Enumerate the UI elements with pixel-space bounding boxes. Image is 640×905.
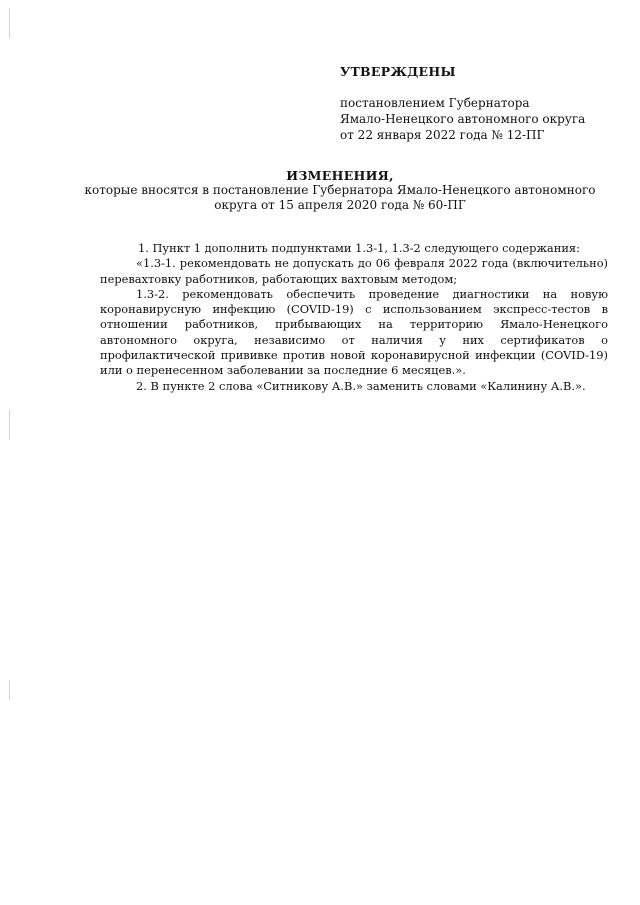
scan-margin-mark [9,680,10,700]
heading-subtitle-line: которые вносятся в постановление Губернатора Ямало-Ненецкого автономного [84,183,596,197]
document-heading [60,168,620,213]
approval-block [340,64,585,143]
paragraph: 2. В пункте 2 слова «Ситникову А.В.» заменить словами «Калинину А.В.». [136,378,586,393]
heading-title: ИЗМЕНЕНИЯ, [286,168,394,183]
paragraph: 1. Пункт 1 дополнить подпунктами 1.3-1, 1.3-2 следующего содержания: [138,241,580,255]
scan-margin-mark [9,8,10,38]
approval-title: УТВЕРЖДЕНЫ [340,64,456,79]
paragraph: 1.3-2. рекомендовать обеспечить проведение диагностики на новую коронавирусную инфекцию (COVID-19) с использованием экспресс-тестов в отношении работников, прибывающих на территорию Ямало-Ненецкого автономного округа, независимо от наличия у них сертификатов о профилактической прививке против новой коронавирусной инфекции (COVID-19) или о перенесенном заболевании за последние 6 месяцев.». [100,286,608,378]
heading-subtitle-line: округа от 15 апреля 2020 года № 60-ПГ [214,198,466,212]
paragraph: «1.3-1. рекомендовать не допускать до 06 февраля 2022 года (включительно) перевахтовку работников, работающих вахтовым методом; [100,256,608,286]
approval-line: Ямало-Ненецкого автономного округа [340,112,586,126]
approval-line: постановлением Губернатора [340,96,530,110]
scan-margin-mark [9,410,10,440]
approval-line: от 22 января 2022 года № 12-ПГ [340,128,545,142]
document-body [100,241,608,394]
